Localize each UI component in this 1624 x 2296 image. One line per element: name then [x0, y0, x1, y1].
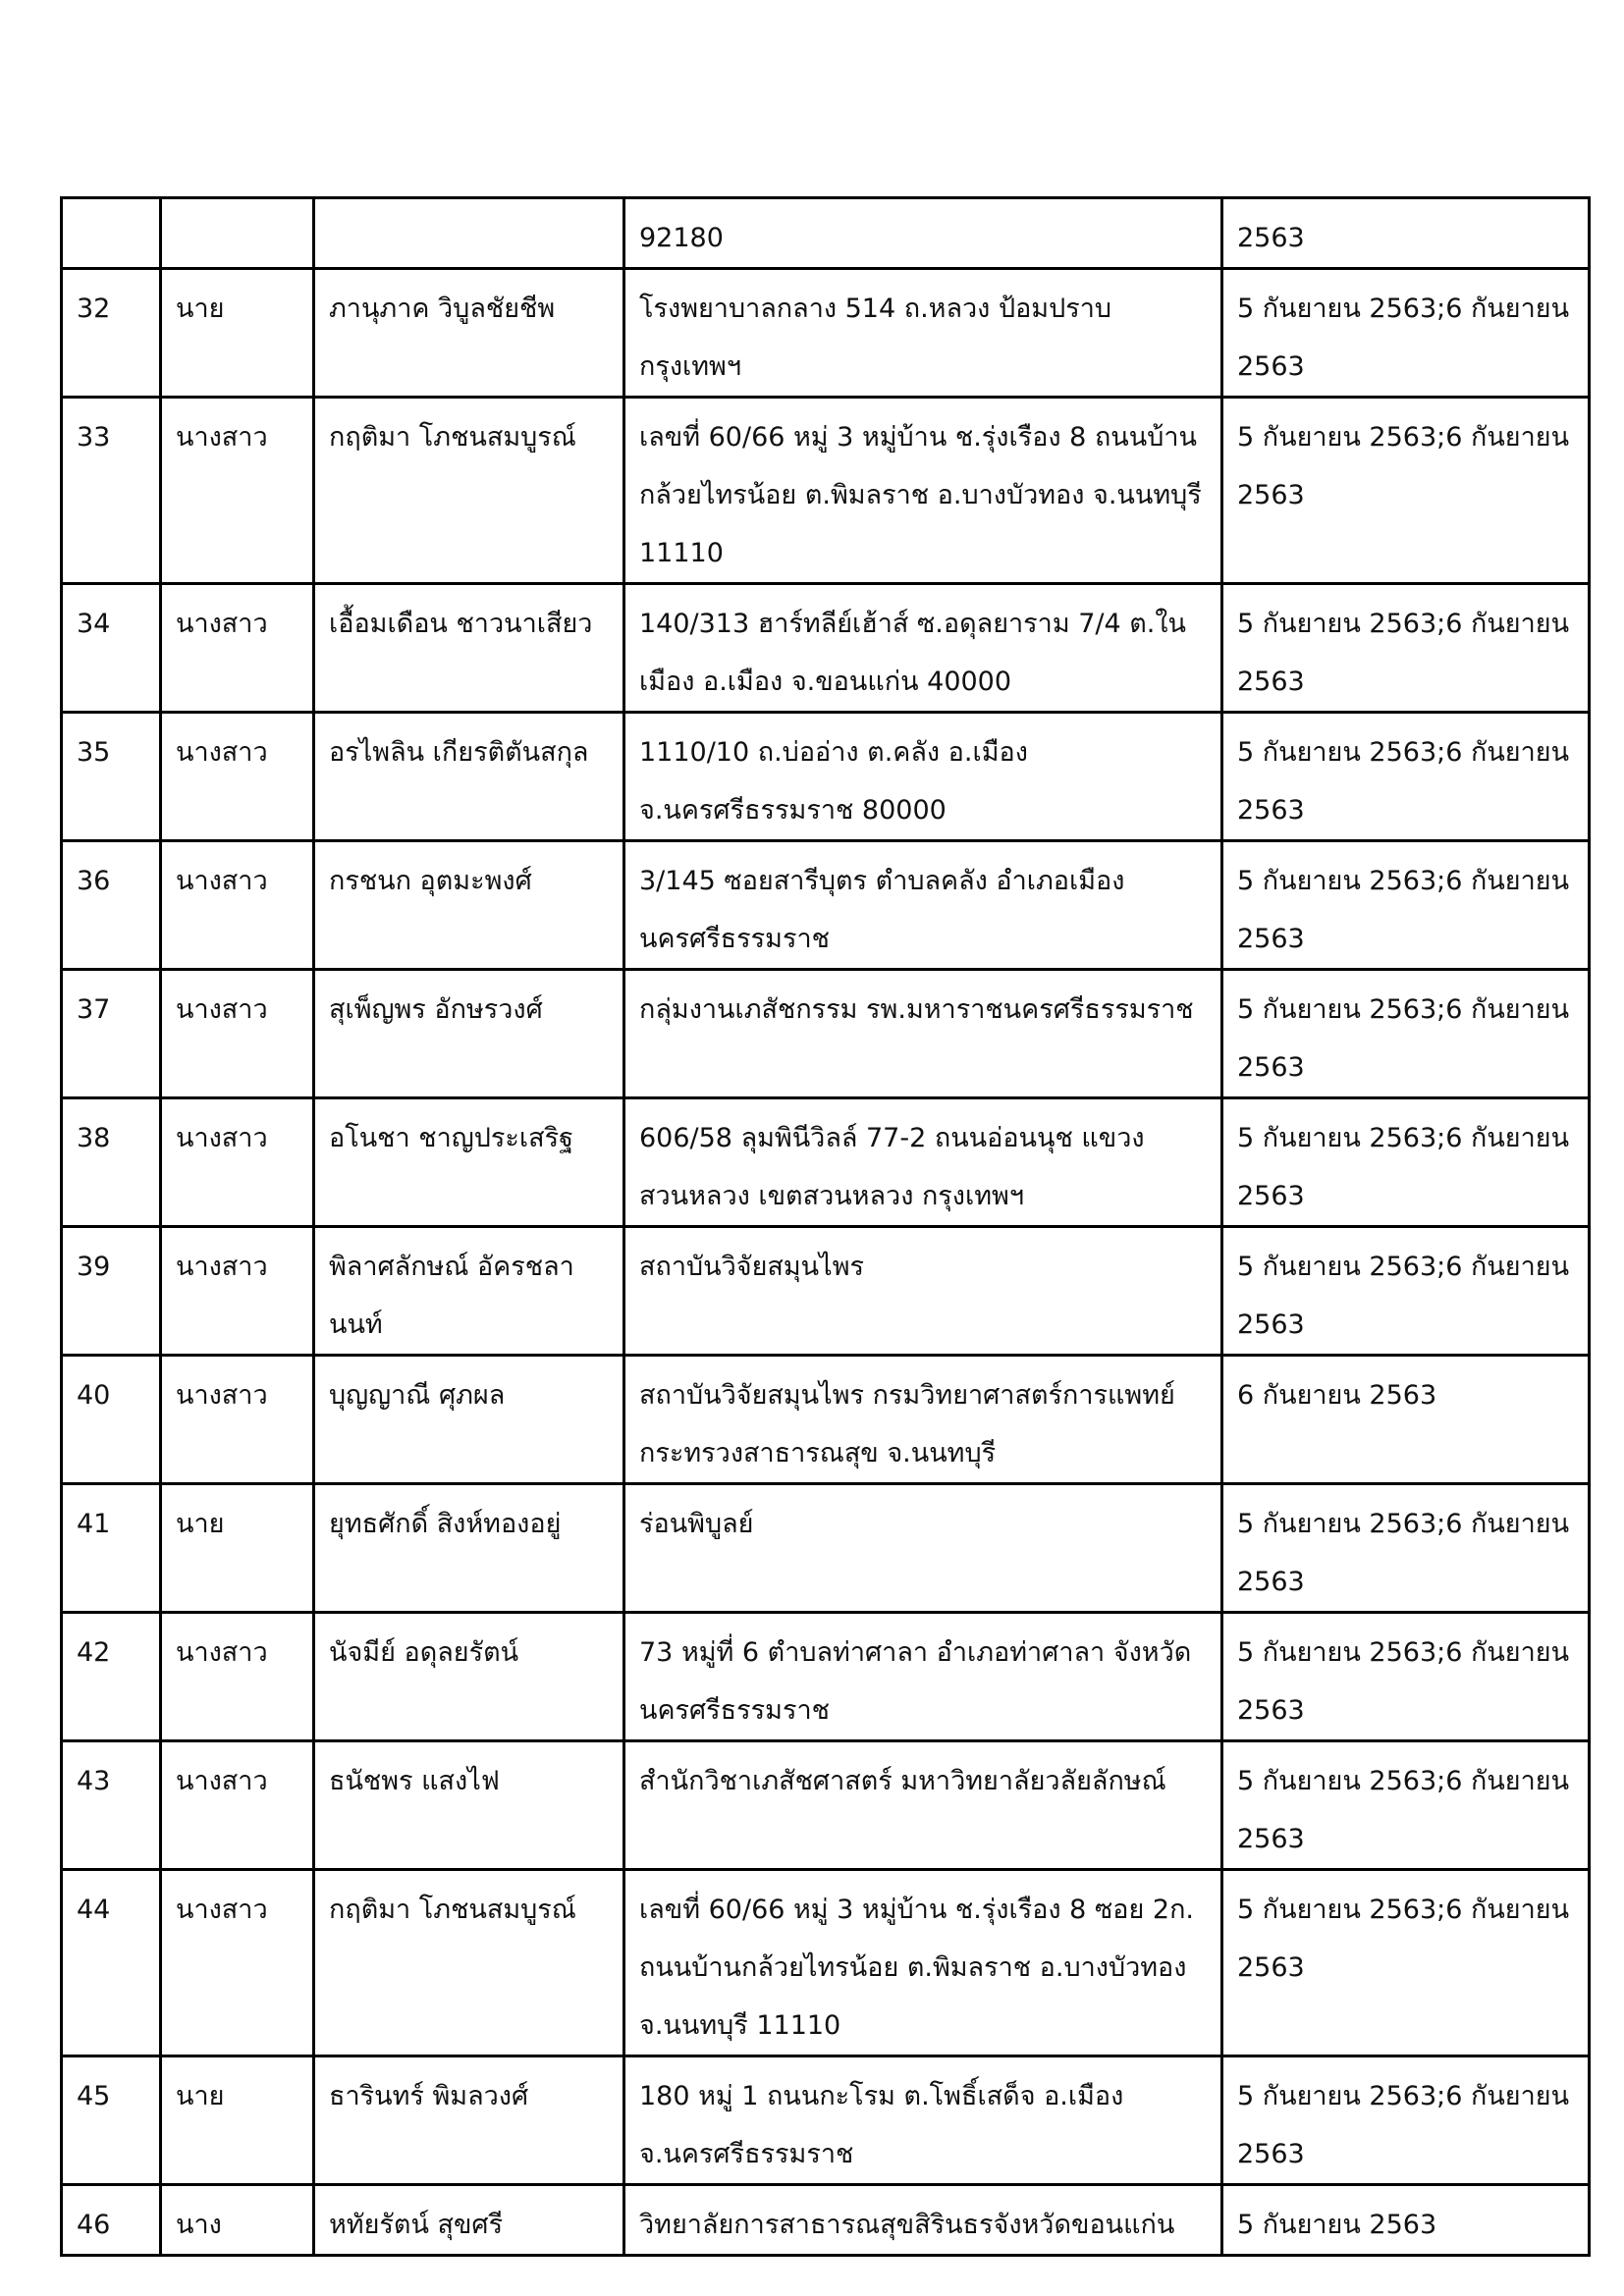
row-title: นางสาว	[161, 1741, 314, 1870]
row-title: นางสาว	[161, 1356, 314, 1484]
row-number: 46	[62, 2185, 161, 2256]
row-title: นาย	[161, 2056, 314, 2185]
row-name: บุญญาณี ศุภผล	[314, 1356, 624, 1484]
table-row	[62, 841, 1590, 970]
row-address: สถาบันวิจัยสมุนไพร	[624, 1227, 1222, 1356]
row-name	[314, 198, 624, 269]
row-date: 5 กันยายน 2563;6 กันยายน 2563	[1222, 2056, 1590, 2185]
row-name: ยุทธศักดิ์ สิงห์ทองอยู่	[314, 1484, 624, 1613]
row-title: นางสาว	[161, 1613, 314, 1741]
row-date: 5 กันยายน 2563;6 กันยายน 2563	[1222, 713, 1590, 841]
row-number: 32	[62, 269, 161, 398]
row-name: กรชนก อุตมะพงศ์	[314, 841, 624, 970]
row-date: 2563	[1222, 198, 1590, 269]
row-number: 38	[62, 1098, 161, 1227]
row-title: นางสาว	[161, 713, 314, 841]
row-number: 45	[62, 2056, 161, 2185]
row-address: กลุ่มงานเภสัชกรรม รพ.มหาราชนครศรีธรรมราช	[624, 970, 1222, 1098]
row-address: สำนักวิชาเภสัชศาสตร์ มหาวิทยาลัยวลัยลักษณ์	[624, 1741, 1222, 1870]
row-title: นางสาว	[161, 1870, 314, 2056]
table-row	[62, 398, 1590, 584]
table-row	[62, 1098, 1590, 1227]
table-row	[62, 1870, 1590, 2056]
row-date: 5 กันยายน 2563;6 กันยายน 2563	[1222, 1870, 1590, 2056]
table-row	[62, 1741, 1590, 1870]
row-name: อรไพลิน เกียรติตันสกุล	[314, 713, 624, 841]
row-name: กฤติมา โภชนสมบูรณ์	[314, 398, 624, 584]
registrant-table-body	[62, 198, 1590, 2256]
row-number	[62, 198, 161, 269]
row-date: 5 กันยายน 2563;6 กันยายน 2563	[1222, 1741, 1590, 1870]
row-number: 43	[62, 1741, 161, 1870]
row-date: 5 กันยายน 2563;6 กันยายน 2563	[1222, 398, 1590, 584]
row-address: วิทยาลัยการสาธารณสุขสิรินธรจังหวัดขอนแก่น	[624, 2185, 1222, 2256]
row-title: นาย	[161, 1484, 314, 1613]
row-date: 6 กันยายน 2563	[1222, 1356, 1590, 1484]
row-date: 5 กันยายน 2563;6 กันยายน 2563	[1222, 970, 1590, 1098]
row-number: 39	[62, 1227, 161, 1356]
row-number: 33	[62, 398, 161, 584]
table-row	[62, 713, 1590, 841]
row-address: 1110/10 ถ.บ่ออ่าง ต.คลัง อ.เมือง จ.นครศรีธรรมราช 80000	[624, 713, 1222, 841]
row-address: โรงพยาบาลกลาง 514 ถ.หลวง ป้อมปราบ กรุงเทพฯ	[624, 269, 1222, 398]
row-date: 5 กันยายน 2563;6 กันยายน 2563	[1222, 584, 1590, 713]
row-date: 5 กันยายน 2563;6 กันยายน 2563	[1222, 841, 1590, 970]
row-name: กฤติมา โภชนสมบูรณ์	[314, 1870, 624, 2056]
row-date: 5 กันยายน 2563;6 กันยายน 2563	[1222, 269, 1590, 398]
row-title: นางสาว	[161, 1098, 314, 1227]
row-title: นาย	[161, 269, 314, 398]
row-title	[161, 198, 314, 269]
table-row	[62, 584, 1590, 713]
row-title: นางสาว	[161, 584, 314, 713]
row-date: 5 กันยายน 2563;6 กันยายน 2563	[1222, 1613, 1590, 1741]
row-title: นางสาว	[161, 841, 314, 970]
row-date: 5 กันยายน 2563	[1222, 2185, 1590, 2256]
row-title: นาง	[161, 2185, 314, 2256]
row-address: สถาบันวิจัยสมุนไพร กรมวิทยาศาสตร์การแพทย์ กระทรวงสาธารณสุข จ.นนทบุรี	[624, 1356, 1222, 1484]
row-name: เอื้อมเดือน ชาวนาเสียว	[314, 584, 624, 713]
row-address: 180 หมู่ 1 ถนนกะโรม ต.โพธิ์เสด็จ อ.เมือง จ.นครศรีธรรมราช	[624, 2056, 1222, 2185]
table-row	[62, 2056, 1590, 2185]
row-address: เลขที่ 60/66 หมู่ 3 หมู่บ้าน ช.รุ่งเรือง 8 ถนนบ้านกล้วยไทรน้อย ต.พิมลราช อ.บางบัวทอง จ.นนทบุรี 11110	[624, 398, 1222, 584]
row-name: สุเพ็ญพร อักษรวงศ์	[314, 970, 624, 1098]
row-address: 92180	[624, 198, 1222, 269]
row-date: 5 กันยายน 2563;6 กันยายน 2563	[1222, 1484, 1590, 1613]
table-row	[62, 1484, 1590, 1613]
row-name: นัจมีย์ อดุลยรัตน์	[314, 1613, 624, 1741]
row-name: หทัยรัตน์ สุขศรี	[314, 2185, 624, 2256]
row-address: 140/313 ฮาร์ทลีย์เฮ้าส์ ซ.อดุลยาราม 7/4 ต.ในเมือง อ.เมือง จ.ขอนแก่น 40000	[624, 584, 1222, 713]
table-row	[62, 198, 1590, 269]
table-row	[62, 1613, 1590, 1741]
row-date: 5 กันยายน 2563;6 กันยายน 2563	[1222, 1227, 1590, 1356]
row-address: ร่อนพิบูลย์	[624, 1484, 1222, 1613]
row-name: พิลาศลักษณ์ อัครชลานนท์	[314, 1227, 624, 1356]
row-number: 41	[62, 1484, 161, 1613]
row-number: 36	[62, 841, 161, 970]
row-number: 44	[62, 1870, 161, 2056]
row-number: 34	[62, 584, 161, 713]
registrant-table	[60, 196, 1591, 2257]
row-name: อโนชา ชาญประเสริฐ	[314, 1098, 624, 1227]
table-row	[62, 1227, 1590, 1356]
row-address: 73 หมู่ที่ 6 ตำบลท่าศาลา อำเภอท่าศาลา จังหวัดนครศรีธรรมราช	[624, 1613, 1222, 1741]
table-row	[62, 970, 1590, 1098]
row-number: 40	[62, 1356, 161, 1484]
row-date: 5 กันยายน 2563;6 กันยายน 2563	[1222, 1098, 1590, 1227]
row-address: 3/145 ซอยสารีบุตร ตำบลคลัง อำเภอเมือง นครศรีธรรมราช	[624, 841, 1222, 970]
row-name: ธารินทร์ พิมลวงศ์	[314, 2056, 624, 2185]
row-number: 37	[62, 970, 161, 1098]
table-row	[62, 269, 1590, 398]
row-title: นางสาว	[161, 398, 314, 584]
row-title: นางสาว	[161, 1227, 314, 1356]
table-row	[62, 1356, 1590, 1484]
row-name: ธนัชพร แสงไฟ	[314, 1741, 624, 1870]
row-address: เลขที่ 60/66 หมู่ 3 หมู่บ้าน ช.รุ่งเรือง 8 ซอย 2ก. ถนนบ้านกล้วยไทรน้อย ต.พิมลราช อ.บางบัวทอง จ.นนทบุรี 11110	[624, 1870, 1222, 2056]
row-address: 606/58 ลุมพินีวิลล์ 77-2 ถนนอ่อนนุช แขวงสวนหลวง เขตสวนหลวง กรุงเทพฯ	[624, 1098, 1222, 1227]
row-title: นางสาว	[161, 970, 314, 1098]
row-name: ภานุภาค วิบูลชัยชีพ	[314, 269, 624, 398]
table-row	[62, 2185, 1590, 2256]
row-number: 35	[62, 713, 161, 841]
row-number: 42	[62, 1613, 161, 1741]
